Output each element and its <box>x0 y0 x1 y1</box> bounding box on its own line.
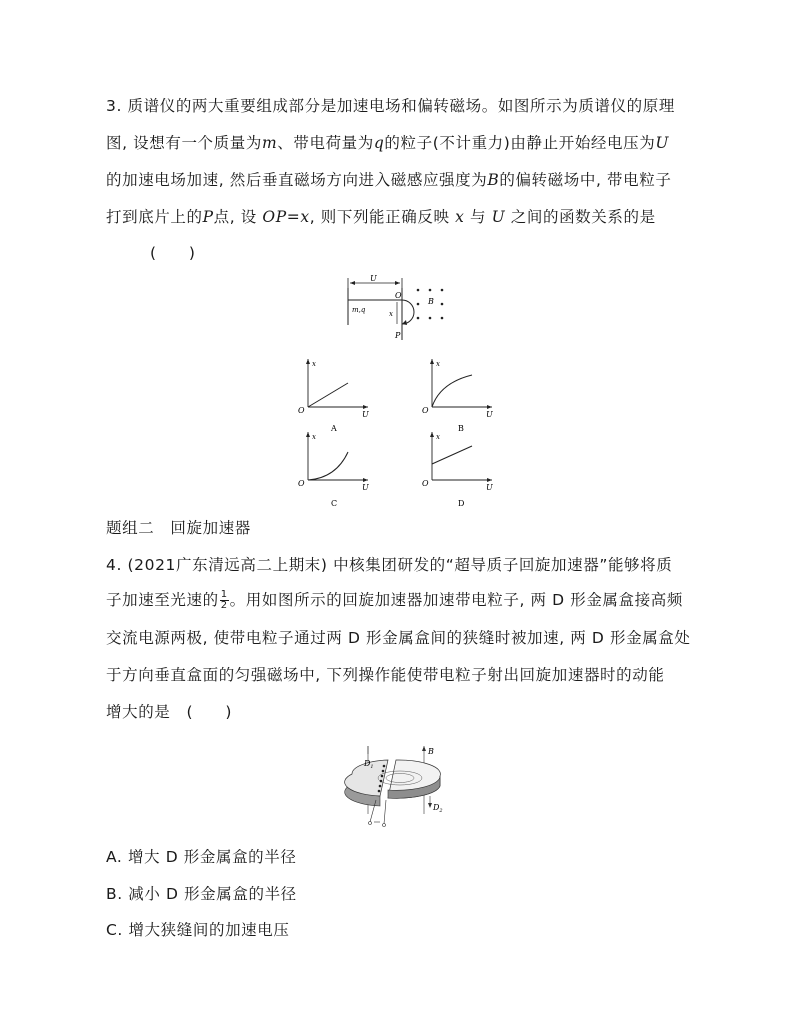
var-B: B <box>487 171 500 189</box>
graph-option-c <box>296 428 376 508</box>
label-mq: m,q <box>352 306 366 314</box>
q3-line-1: 3. 质谱仪的两大重要组成部分是加速电场和偏转磁场。如图所示为质谱仪的原理 <box>106 97 675 115</box>
label-B: B <box>428 297 434 306</box>
graph-option-d <box>420 428 500 508</box>
q3-line-4 <box>106 205 656 227</box>
q3-text: 图, 设想有一个质量为 <box>106 134 262 152</box>
q3-line-3 <box>106 168 671 190</box>
origin-label: O <box>298 479 305 488</box>
q4-line-4: 于方向垂直盒面的匀强磁场中, 下列操作能使带电粒子射出回旋加速器时的动能 <box>106 666 665 684</box>
section-title: 题组二 回旋加速器 <box>106 519 251 537</box>
var-q: q <box>373 134 385 152</box>
axis-y-label: x <box>436 433 440 441</box>
q3-text: 的粒子(不计重力)由静止开始经电压为 <box>384 134 656 152</box>
graph-option-b <box>420 355 500 435</box>
mass-spectrometer-diagram <box>340 270 460 350</box>
option-c[interactable]: C. 增大狭缝间的加速电压 <box>106 921 290 939</box>
label-x: x <box>389 310 393 318</box>
axis-x-label: U <box>362 483 369 492</box>
label-D1: $D_1$ <box>364 759 374 770</box>
var-OPx: OP=x <box>262 208 310 226</box>
origin-label: O <box>298 406 305 415</box>
q3-text: 、带电荷量为 <box>277 134 374 152</box>
fraction-one-half: $\frac{1}{2}$ <box>220 589 228 611</box>
label-O: O <box>395 291 402 300</box>
var-P: P <box>202 208 214 226</box>
q3-text: 点, 设 <box>213 208 263 226</box>
option-a[interactable]: A. 增大 D 形金属盒的半径 <box>106 848 297 866</box>
graph-option-a <box>296 355 376 435</box>
cyclotron-diagram <box>340 740 460 832</box>
q4-line-2 <box>106 588 683 611</box>
q3-text: 之间的函数关系的是 <box>505 208 656 226</box>
axis-x-label: U <box>486 483 493 492</box>
q3-text: 打到底片上的 <box>106 208 203 226</box>
var-x: x <box>455 208 465 226</box>
q4-line-5: 增大的是 ( ) <box>106 703 232 721</box>
axis-y-label: x <box>436 360 440 368</box>
q4-line-1: 4. (2021广东清远高二上期末) 中核集团研发的“超导质子回旋加速器”能够将质 <box>106 556 673 574</box>
label-D2: $D_2$ <box>433 803 443 814</box>
q4-text: 。用如图所示的回旋加速器加速带电粒子, 两 D 形金属盒接高频 <box>229 591 683 609</box>
origin-label: O <box>422 406 429 415</box>
q3-line-2 <box>106 131 669 153</box>
q4-line-3: 交流电源两极, 使带电粒子通过两 D 形金属盒间的狭缝时被加速, 两 D 形金属盒处 <box>106 629 691 647</box>
q3-text: 的加速电场加速, 然后垂直磁场方向进入磁感应强度为 <box>106 171 488 189</box>
axis-x-label: U <box>362 410 369 419</box>
graph-label-a: A <box>331 424 337 433</box>
graph-label-c: C <box>331 499 338 508</box>
origin-label: O <box>422 479 429 488</box>
q3-answer-blank: ( ) <box>150 244 196 262</box>
var-U: U <box>655 134 669 152</box>
label-P: P <box>395 331 401 340</box>
var-m: m <box>261 134 278 152</box>
q3-text: , 则下列能正确反映 <box>309 208 456 226</box>
axis-y-label: x <box>312 433 316 441</box>
label-U: U <box>370 274 377 283</box>
axis-y-label: x <box>312 360 316 368</box>
q3-text: 的偏转磁场中, 带电粒子 <box>499 171 672 189</box>
axis-x-label: U <box>486 410 493 419</box>
q4-text: 子加速至光速的 <box>106 591 219 609</box>
var-U: U <box>491 208 506 226</box>
q3-text: 与 <box>464 208 492 226</box>
graph-label-d: D <box>458 499 465 508</box>
graph-label-b: B <box>458 424 464 433</box>
option-b[interactable]: B. 减小 D 形金属盒的半径 <box>106 885 297 903</box>
label-B: B <box>428 747 434 756</box>
